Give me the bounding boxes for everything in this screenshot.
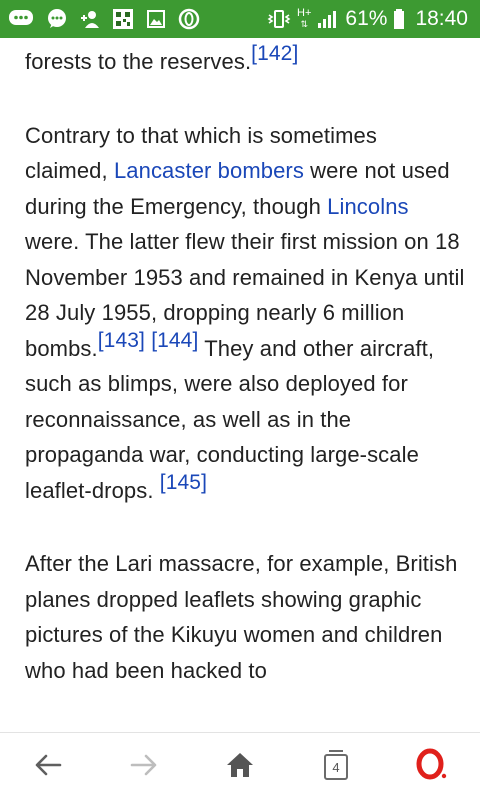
back-button[interactable] bbox=[0, 733, 96, 801]
citation-link-145[interactable]: [145] bbox=[159, 470, 208, 494]
paragraph-text: They and other aircraft, such as blimps, were also deployed for reconnaissance, as well as in the propaganda war, conducting large-scale leaflet-drops. bbox=[25, 335, 435, 503]
gallery-icon bbox=[146, 9, 166, 29]
opera-menu-button[interactable] bbox=[384, 733, 480, 801]
status-bar bbox=[0, 0, 480, 38]
article-content bbox=[25, 38, 465, 732]
paragraph-1 bbox=[25, 44, 465, 80]
paragraph-text: forests to the reserves. bbox=[25, 49, 252, 74]
paragraph-text: Contrary to that which is sometimes claimed, bbox=[25, 122, 377, 183]
battery-percent: 61% bbox=[345, 7, 388, 30]
browser-toolbar bbox=[0, 732, 480, 801]
vibrate-icon bbox=[267, 9, 291, 29]
lincolns-link[interactable]: Lincolns bbox=[327, 193, 409, 219]
tabs-icon bbox=[324, 754, 348, 780]
paragraph-2 bbox=[25, 118, 465, 509]
lancaster-bombers-link[interactable]: Lancaster bombers bbox=[113, 158, 304, 183]
forward-button[interactable] bbox=[96, 733, 192, 801]
qr-app-icon bbox=[112, 8, 134, 30]
home-icon bbox=[225, 751, 255, 784]
paragraph-text: were not used during the Emergency, though bbox=[25, 158, 450, 219]
notification-icons bbox=[0, 8, 200, 30]
paragraph-3 bbox=[25, 546, 465, 688]
battery-icon bbox=[393, 8, 405, 30]
chat-bubble-icon bbox=[8, 8, 34, 30]
home-button[interactable] bbox=[192, 733, 288, 801]
data-arrows: ⇅ bbox=[300, 19, 308, 29]
tabs-button[interactable] bbox=[288, 733, 384, 801]
citation-link-144[interactable]: [144] bbox=[151, 328, 199, 352]
network-h-plus-icon bbox=[297, 8, 311, 30]
paragraph-text: After the Lari massacre, for example, British planes dropped leaflets showing graphic pictures of the Kikuyu women and children who had been hacked to bbox=[25, 551, 458, 683]
messenger-icon bbox=[46, 8, 68, 30]
opera-icon bbox=[178, 8, 200, 30]
signal-icon bbox=[317, 9, 339, 29]
citation-link-143[interactable]: [143] bbox=[97, 328, 145, 352]
system-indicators bbox=[267, 7, 480, 31]
paragraph-text: were. The latter flew their first mission on 18 November 1953 and remained in Kenya until 28 July 1955, dropping nearly 6 million bombs. bbox=[25, 229, 465, 361]
paragraph-spacer bbox=[25, 508, 465, 546]
forward-arrow-icon bbox=[130, 753, 158, 782]
clock: 18:40 bbox=[415, 7, 468, 30]
add-person-icon bbox=[80, 9, 100, 29]
paragraph-spacer bbox=[25, 80, 465, 118]
citation-link-142[interactable]: [142] bbox=[251, 42, 299, 65]
network-label: H+ bbox=[297, 7, 312, 19]
opera-menu-icon bbox=[415, 748, 449, 787]
back-arrow-icon bbox=[34, 753, 62, 782]
tab-count: 4 bbox=[332, 759, 340, 775]
